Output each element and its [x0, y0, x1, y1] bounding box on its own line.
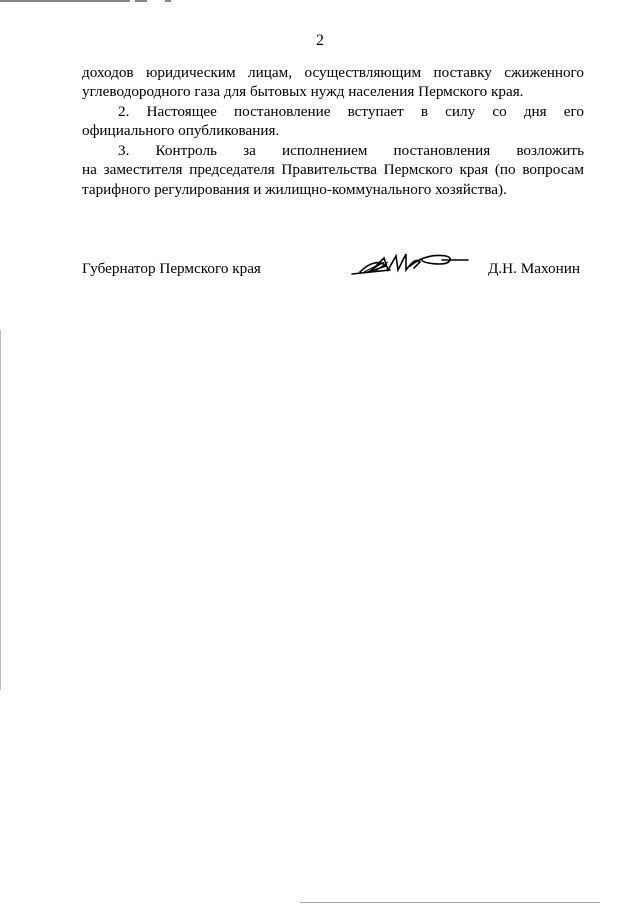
- signatory-position: Губернатор Пермского края: [82, 260, 261, 277]
- scan-edge-mark: [0, 0, 130, 2]
- scan-edge-mark: [135, 0, 147, 2]
- scan-edge-mark: [0, 330, 1, 690]
- paragraph-2-line-2: официального опубликования.: [82, 122, 280, 139]
- page-number: 2: [316, 32, 324, 49]
- paragraph-2-line-1: 2. Настоящее постановление вступает в силу со дня его: [118, 103, 584, 120]
- paragraph-3-line-3: тарифного регулирования и жилищно-коммунального хозяйства).: [82, 181, 507, 198]
- paragraph-1-line-2: углеводородного газа для бытовых нужд населения Пермского края.: [82, 83, 524, 100]
- paragraph-1-line-1: доходов юридическим лицам, осуществляющим поставку сжиженного: [82, 64, 584, 81]
- handwritten-signature: [350, 248, 470, 284]
- paragraph-3-line-2: на заместителя председателя Правительства Пермского края (по вопросам: [82, 161, 584, 178]
- signatory-name: Д.Н. Махонин: [488, 260, 580, 277]
- scan-edge-mark: [165, 0, 171, 2]
- scan-edge-mark: [300, 902, 600, 903]
- paragraph-3-line-1: 3. Контроль за исполнением постановления возложить: [118, 142, 584, 159]
